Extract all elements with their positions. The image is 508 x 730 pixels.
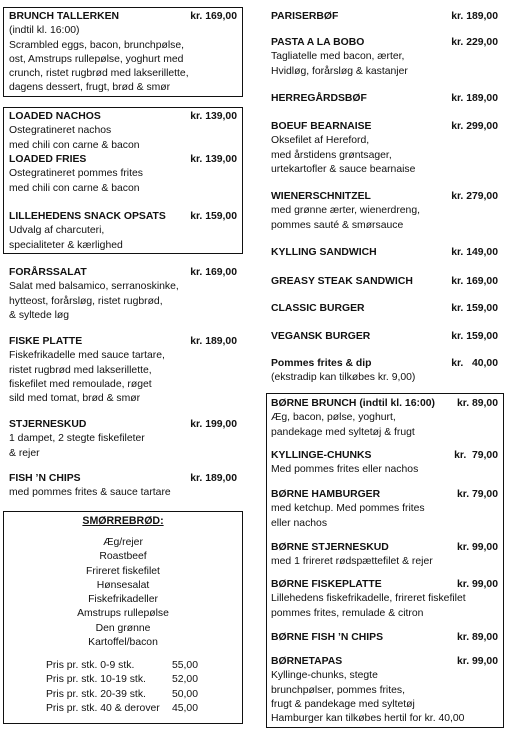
menu-item-name: PARISERBØF — [271, 11, 339, 22]
menu-item-description: Ostegratineret pommes frites — [9, 168, 143, 180]
menu-item-description: Hamburger kan tilkøbes hertil for kr. 40,00 — [271, 713, 465, 725]
smorrebrod-list — [3, 536, 243, 650]
smorrebrod-price-value: 50,00 — [171, 688, 198, 700]
menu-item-description: pommes frites, remulade & citron — [271, 607, 424, 619]
menu-item-description: ost, Amstrups rullepølse, yoghurt med — [9, 53, 184, 65]
menu-item-description: med årstidens grøntsager, — [271, 149, 392, 161]
menu-item-name: KYLLING SANDWICH — [271, 247, 377, 258]
menu-item-price: kr. 99,00 — [456, 579, 498, 590]
menu-item-header — [9, 266, 237, 280]
menu-item-header — [271, 120, 498, 134]
smorrebrod-price-row — [46, 659, 198, 673]
menu-item-description: med 1 frireret rødspættefilet & rejer — [271, 556, 433, 568]
menu-item-description: hytteost, forårsløg, ristet rugbrød, — [9, 295, 163, 307]
menu-item-description: med chili con carne & bacon — [9, 182, 140, 194]
menu-item-name: BØRNETAPAS — [271, 656, 343, 667]
menu-item-b-rnetapas — [271, 655, 498, 726]
menu-item-name: GREASY STEAK SANDWICH — [271, 276, 413, 287]
menu-item-price: kr. 159,00 — [451, 303, 498, 314]
menu-item-greasy-steak-sandwich — [271, 275, 498, 289]
menu-item-kylling-sandwich — [271, 246, 498, 260]
menu-item-wienerschnitzel — [271, 190, 498, 233]
menu-item-price: kr. 169,00 — [451, 276, 498, 287]
menu-item-header — [271, 631, 498, 645]
menu-item-price: kr. 159,00 — [190, 211, 237, 222]
menu-item-description: brunchpølser, pommes frites, — [271, 684, 405, 696]
menu-item-price: kr. 79,00 — [456, 489, 498, 500]
menu-item-name: BØRNE BRUNCH (indtil kl. 16:00) — [271, 398, 435, 409]
menu-item-price: kr. 189,00 — [190, 336, 237, 347]
menu-item-description: (ekstradip kan tilkøbes kr. 9,00) — [271, 372, 416, 384]
menu-item-header — [271, 541, 498, 555]
menu-item-price: kr. 99,00 — [456, 542, 498, 553]
menu-item-price: kr. 139,00 — [190, 111, 237, 122]
menu-item-name: BRUNCH TALLERKEN — [9, 11, 120, 22]
menu-item-description: pandekage med syltetøj & frugt — [271, 426, 415, 438]
menu-item-description: (indtil kl. 16:00) — [9, 25, 80, 37]
menu-item-header — [271, 190, 498, 204]
menu-item-price: kr. 40,00 — [451, 358, 498, 369]
smorrebrod-price-row — [46, 673, 198, 687]
smorrebrod-price-value: 55,00 — [171, 660, 198, 671]
menu-item-header — [9, 335, 237, 349]
menu-item-description: Scrambled eggs, bacon, brunchpølse, — [9, 39, 185, 51]
menu-item-pasta-a-la-bobo — [271, 36, 498, 79]
menu-item-b-rne-stjerneskud — [271, 541, 498, 570]
menu-item-boeuf-bearnaise — [271, 120, 498, 177]
menu-item-fora-rssalat — [9, 266, 237, 323]
menu-item-description: specialiteter & kærlighed — [9, 239, 123, 251]
menu-item-header — [9, 472, 237, 486]
menu-item-description: frugt & pandekage med syltetøj — [271, 698, 415, 710]
menu-item-description: med ketchup. Med pommes frites — [271, 503, 425, 515]
menu-item-name: FISH ’N CHIPS — [9, 473, 81, 484]
smorrebrod-item: Roastbeef — [99, 551, 147, 563]
smorrebrod-price-label: Pris pr. stk. 0-9 stk. — [46, 660, 135, 671]
menu-item-price: kr. 299,00 — [451, 121, 498, 132]
menu-item-description: Med pommes frites eller nachos — [271, 464, 419, 476]
menu-item-vegansk-burger — [271, 330, 498, 344]
menu-item-price: kr. 189,00 — [451, 93, 498, 104]
menu-item-header — [271, 92, 498, 106]
menu-item-description: crunch, ristet rugbrød med lakserillette, — [9, 68, 189, 80]
menu-item-price: kr. 139,00 — [190, 154, 237, 165]
menu-item-description: pommes sauté & smørsauce — [271, 219, 404, 231]
menu-item-header — [271, 578, 498, 592]
menu-item-description: eller nachos — [271, 517, 328, 529]
smorrebrod-price-value: 52,00 — [171, 674, 198, 686]
smorrebrod-item: Den grønne — [95, 622, 151, 634]
menu-item-header — [271, 488, 498, 502]
menu-item-price: kr. 159,00 — [451, 331, 498, 342]
menu-item-price: kr. 89,00 — [456, 398, 498, 409]
menu-item-price: kr. 89,00 — [456, 632, 498, 643]
smorrebrod-price-label: Pris pr. stk. 40 & derover — [46, 702, 160, 714]
menu-item-stjerneskud — [9, 418, 237, 461]
menu-item-name: VEGANSK BURGER — [271, 331, 371, 342]
menu-item-price: kr. 99,00 — [456, 656, 498, 667]
menu-item-name: WIENERSCHNITZEL — [271, 191, 371, 202]
menu-item-description: Tagliatelle med bacon, ærter, — [271, 51, 405, 63]
menu-item-description: Lillehedens fiskefrikadelle, frireret fiskefilet — [271, 593, 466, 605]
menu-item-header — [271, 36, 498, 50]
menu-item-name: PASTA A LA BOBO — [271, 37, 365, 48]
menu-item-b-rne-fish-n-chips — [271, 631, 498, 645]
smorrebrod-price-row — [46, 688, 198, 702]
menu-item-loaded-nachos — [9, 110, 237, 153]
menu-item-name: BØRNE STJERNESKUD — [271, 542, 389, 553]
menu-item-description: Kyllinge-chunks, stegte — [271, 670, 378, 682]
menu-item-price: kr. 169,00 — [190, 267, 237, 278]
menu-item-b-rne-hamburger — [271, 488, 498, 531]
menu-item-description: urtekartofler & sauce bearnaise — [271, 163, 416, 175]
menu-item-price: kr. 189,00 — [190, 473, 237, 484]
smorrebrod-title: SMØRREBRØD: — [82, 515, 164, 527]
menu-item-price: kr. 169,00 — [190, 11, 237, 22]
menu-item-header — [9, 110, 237, 124]
menu-item-b-rne-fiskeplatte — [271, 578, 498, 621]
menu-item-header — [9, 10, 237, 24]
menu-item-header — [271, 10, 498, 24]
menu-item-description: Oksefilet af Hereford, — [271, 135, 370, 147]
smorrebrod-item: Kartoffel/bacon — [88, 637, 158, 649]
menu-item-description: Salat med balsamico, serranoskinke, — [9, 281, 179, 293]
menu-item-header — [271, 275, 498, 289]
menu-item-name: BOEUF BEARNAISE — [271, 121, 372, 132]
menu-item-header — [9, 418, 237, 432]
menu-item-header — [9, 153, 237, 167]
menu-item-b-rne-brunch-indtil-kl-16-00 — [271, 397, 498, 440]
menu-item-fiske-platte — [9, 335, 237, 406]
menu-item-header — [271, 330, 498, 344]
menu-item-name: LOADED NACHOS — [9, 111, 101, 122]
menu-item-name: FORÅRSSALAT — [9, 267, 87, 278]
menu-item-fish-n-chips — [9, 472, 237, 501]
menu-item-pommes-frites-dip — [271, 357, 498, 386]
menu-item-name: HERREGÅRDSBØF — [271, 93, 367, 104]
smorrebrod-price-list — [46, 659, 198, 716]
menu-item-name: Pommes frites & dip — [271, 358, 372, 369]
menu-item-description: Ostegratineret nachos — [9, 125, 112, 137]
menu-item-header — [271, 655, 498, 669]
smorrebrod-price-value: 45,00 — [171, 702, 198, 714]
menu-item-description: med chili con carne & bacon — [9, 139, 140, 151]
smorrebrod-price-label: Pris pr. stk. 10-19 stk. — [46, 674, 146, 686]
menu-item-price: kr. 189,00 — [451, 11, 498, 22]
menu-item-price: kr. 279,00 — [451, 191, 498, 202]
menu-item-pariserb-f — [271, 10, 498, 24]
menu-item-description: med pommes frites & sauce tartare — [9, 487, 171, 499]
menu-item-header — [271, 397, 498, 411]
menu-item-herrega-rdsb-f — [271, 92, 498, 106]
menu-item-loaded-fries — [9, 153, 237, 196]
menu-item-description: med grønne ærter, wienerdreng, — [271, 205, 421, 217]
smorrebrod-item: Hønsesalat — [96, 579, 150, 591]
menu-item-description: ristet rugbrød med lakserillette, — [9, 364, 152, 376]
smorrebrod-item: Æg/rejer — [103, 537, 143, 548]
menu-item-description: dagens dessert, frugt, brød & smør — [9, 82, 171, 94]
menu-item-name: KYLLINGE-CHUNKS — [271, 450, 372, 461]
menu-item-name: STJERNESKUD — [9, 419, 87, 430]
smorrebrod-price-label: Pris pr. stk. 20-39 stk. — [46, 688, 146, 700]
menu-item-description: fiskefilet med remoulade, røget — [9, 378, 152, 390]
smorrebrod-price-row — [46, 702, 198, 716]
menu-item-brunch-tallerken — [9, 10, 237, 96]
menu-item-price: kr. 149,00 — [451, 247, 498, 258]
menu-item-header — [271, 302, 498, 316]
menu-item-name: LILLEHEDENS SNACK OPSATS — [9, 211, 166, 222]
menu-item-description: sild med tomat, brød & smør — [9, 393, 141, 405]
menu-item-name: FISKE PLATTE — [9, 336, 83, 347]
menu-item-description: Æg, bacon, pølse, yoghurt, — [271, 412, 396, 424]
menu-item-classic-burger — [271, 302, 498, 316]
menu-item-name: LOADED FRIES — [9, 154, 87, 165]
menu-item-description: Fiskefrikadelle med sauce tartare, — [9, 350, 165, 362]
menu-item-price: kr. 79,00 — [454, 450, 498, 461]
menu-item-description: Udvalg af charcuteri, — [9, 225, 105, 237]
menu-item-header — [271, 449, 498, 463]
smorrebrod-item: Fiskefrikadeller — [88, 594, 158, 606]
smorrebrod-section — [3, 511, 243, 724]
menu-item-description: Hvidløg, forårsløg & kastanjer — [271, 65, 408, 77]
menu-item-description: & syltede løg — [9, 309, 70, 321]
menu-item-header — [271, 357, 498, 371]
menu-item-header — [271, 246, 498, 260]
menu-item-name: CLASSIC BURGER — [271, 303, 365, 314]
menu-item-header — [9, 210, 237, 224]
menu-item-price: kr. 199,00 — [190, 419, 237, 430]
menu-item-name: BØRNE HAMBURGER — [271, 489, 381, 500]
menu-item-description: 1 dampet, 2 stegte fiskefileter — [9, 433, 145, 445]
menu-item-name: BØRNE FISH ’N CHIPS — [271, 632, 383, 643]
menu-item-lillehedens-snack-opsats — [9, 210, 237, 253]
menu-item-kyllinge-chunks — [271, 449, 498, 478]
smorrebrod-item: Amstrups rullepølse — [77, 608, 169, 620]
menu-item-price: kr. 229,00 — [451, 37, 498, 48]
smorrebrod-item: Frireret fiskefilet — [86, 565, 160, 577]
menu-item-name: BØRNE FISKEPLATTE — [271, 579, 382, 590]
menu-item-description: & rejer — [9, 447, 40, 459]
